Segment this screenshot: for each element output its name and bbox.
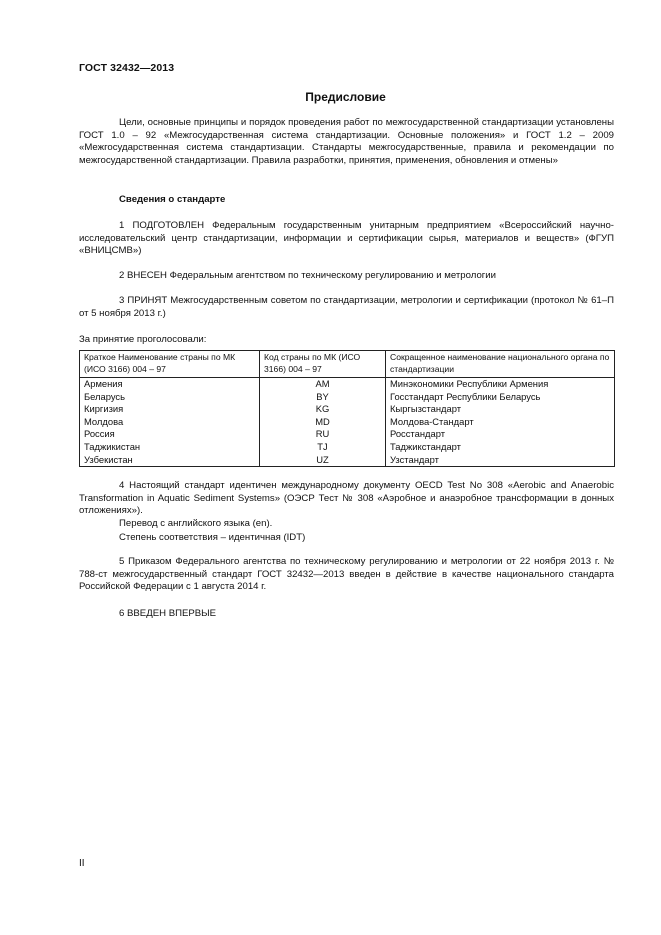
item-4-conformity: Степень соответствия – идентичная (IDT) bbox=[119, 532, 306, 543]
country-cell: Киргизия bbox=[80, 403, 260, 416]
code-cell: KG bbox=[260, 403, 386, 416]
table-row bbox=[80, 391, 615, 404]
code-cell: BY bbox=[260, 391, 386, 404]
body-cell: Таджикстандарт bbox=[386, 441, 615, 454]
code-cell: MD bbox=[260, 416, 386, 429]
item-2-paragraph: 2 ВНЕСЕН Федеральным агентством по техническому регулированию и метрологии bbox=[119, 270, 497, 281]
intro-paragraph: Цели, основные принципы и порядок проведения работ по межгосударственной стандартизации установлены ГОСТ 1.0 – 92 «Межгосударственная система стандартизации. Основные положения» и ГОСТ 1.2 – 2009 «Межгосударственная система стандартизации. Стандарты межгосударственные, правила и рекомендации по межгосударственной стандартизации. Правила разработки, принятия, применения, обновления и отмены» bbox=[79, 117, 614, 166]
table-row bbox=[80, 403, 615, 416]
page-number: II bbox=[79, 858, 85, 869]
country-cell: Узбекистан bbox=[80, 454, 260, 467]
country-cell: Армения bbox=[80, 378, 260, 391]
country-cell: Россия bbox=[80, 428, 260, 441]
table-row bbox=[80, 428, 615, 441]
item-4-translation: Перевод с английского языка (en). bbox=[119, 518, 273, 529]
section-heading: Сведения о стандарте bbox=[119, 194, 226, 205]
page-title: Предисловие bbox=[305, 90, 386, 104]
item-4-paragraph: 4 Настоящий стандарт идентичен международному документу OECD Test No 308 «Aerobic and Anaerobic Transformation in Aquatic Sediment Systems» (ОЭСР Тест № 308 «Аэробное и анаэробное трансформации в донных отложениях»). bbox=[79, 480, 614, 517]
item-1-paragraph: 1 ПОДГОТОВЛЕН Федеральным государственным унитарным предприятием «Всероссийский научно-исследовательский центр стандартизации, информации и сертификации сырья, материалов и веществ» (ФГУП «ВНИЦСМВ») bbox=[79, 220, 614, 257]
code-cell: TJ bbox=[260, 441, 386, 454]
country-cell: Беларусь bbox=[80, 391, 260, 404]
document-number: ГОСТ 32432—2013 bbox=[79, 62, 175, 74]
table-header-row bbox=[80, 351, 615, 378]
body-cell: Минэкономики Республики Армения bbox=[386, 378, 615, 391]
body-cell: Кыргызстандарт bbox=[386, 403, 615, 416]
column-header-code: Код страны по МК (ИСО 3166) 004 – 97 bbox=[260, 351, 386, 378]
table-row bbox=[80, 378, 615, 391]
table-row bbox=[80, 416, 615, 429]
table-row bbox=[80, 441, 615, 454]
body-cell: Госстандарт Республики Беларусь bbox=[386, 391, 615, 404]
body-cell: Росстандарт bbox=[386, 428, 615, 441]
code-cell: UZ bbox=[260, 454, 386, 467]
body-cell: Узстандарт bbox=[386, 454, 615, 467]
table-row bbox=[80, 454, 615, 467]
item-6-paragraph: 6 ВВЕДЕН ВПЕРВЫЕ bbox=[119, 608, 217, 619]
country-cell: Таджикистан bbox=[80, 441, 260, 454]
column-header-country: Краткое Наименование страны по МК (ИСО 3166) 004 – 97 bbox=[80, 351, 260, 378]
votes-table bbox=[79, 350, 615, 467]
column-header-body: Сокращенное наименование национального органа по стандартизации bbox=[386, 351, 615, 378]
item-3-paragraph: 3 ПРИНЯТ Межгосударственным советом по стандартизации, метрологии и сертификации (протокол № 61–П от 5 ноября 2013 г.) bbox=[79, 295, 614, 319]
code-cell: AM bbox=[260, 378, 386, 391]
body-cell: Молдова-Стандарт bbox=[386, 416, 615, 429]
votes-label: За принятие проголосовали: bbox=[79, 334, 207, 345]
code-cell: RU bbox=[260, 428, 386, 441]
item-5-paragraph: 5 Приказом Федерального агентства по техническому регулированию и метрологии от 22 ноября 2013 г. № 788-ст межгосударственный стандарт ГОСТ 32432—2013 введен в действие в качестве национального стандарта Российской Федерации с 1 августа 2014 г. bbox=[79, 556, 614, 593]
country-cell: Молдова bbox=[80, 416, 260, 429]
